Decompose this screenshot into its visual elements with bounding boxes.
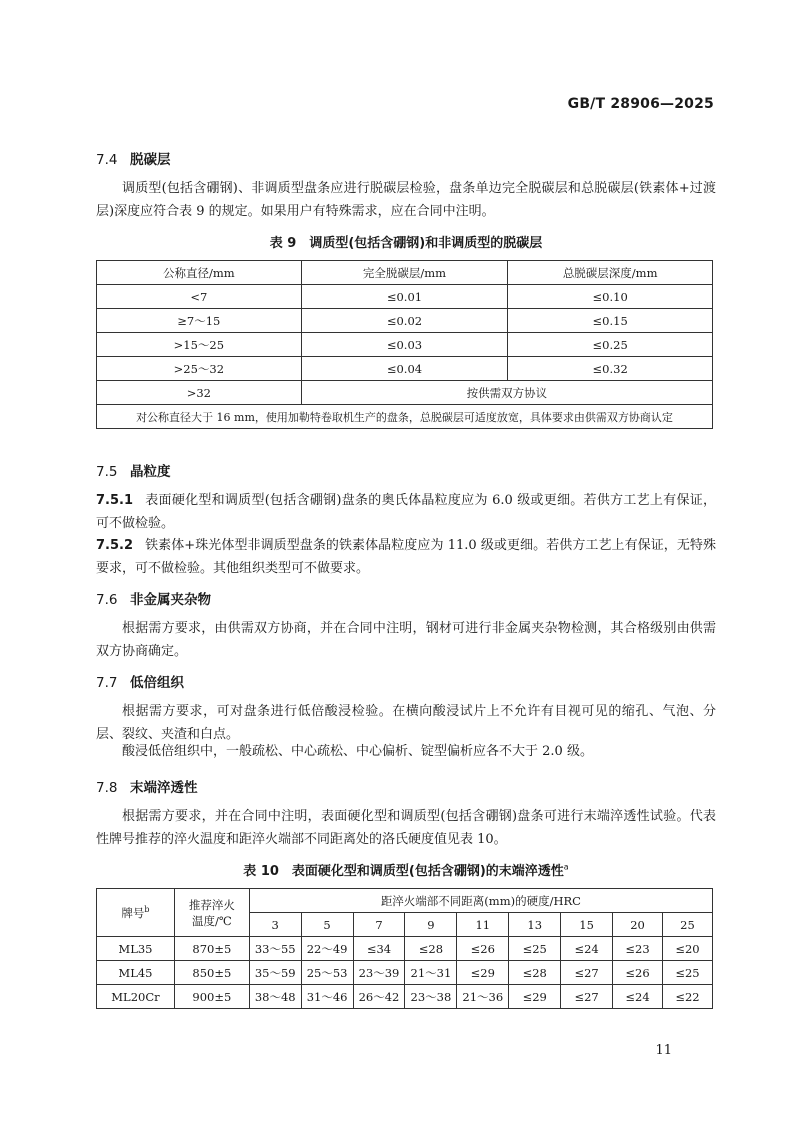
distance-cell: 20 — [613, 913, 663, 937]
hardness-cell: ≤29 — [509, 985, 561, 1009]
grade-cell: ML35 — [97, 937, 175, 961]
table-cell: ≤0.15 — [508, 309, 713, 333]
table-cell: >15～25 — [97, 333, 302, 357]
section-7-5-heading — [96, 460, 171, 480]
table-cell: ≤0.01 — [301, 285, 508, 309]
temperature-cell: 900±5 — [174, 985, 249, 1009]
hardness-cell: 31～46 — [301, 985, 353, 1009]
hardness-cell: 23～38 — [405, 985, 457, 1009]
clause-7-5-1 — [96, 489, 716, 535]
table-cell: ≤0.03 — [301, 333, 508, 357]
table-cell: ≥7～15 — [97, 309, 302, 333]
clause-text: 铁素体+珠光体型非调质型盘条的铁素体晶粒度应为 11.0 级或更细。若供方工艺上有保证，无特殊要求，可不做检验。其他组织类型可不做要求。 — [96, 538, 716, 576]
hardness-cell: 33～55 — [249, 937, 301, 961]
table-cell: ≤0.25 — [508, 333, 713, 357]
section-number: 7.8 — [96, 780, 118, 796]
temperature-header-line1: 推荐淬火 — [188, 897, 235, 912]
temperature-cell: 870±5 — [174, 937, 249, 961]
grade-header — [97, 889, 175, 937]
table-cell: ≤0.32 — [508, 357, 713, 381]
distance-cell: 7 — [353, 913, 405, 937]
distance-cell: 11 — [457, 913, 509, 937]
hardness-cell: 21～31 — [405, 961, 457, 985]
section-number: 7.5 — [96, 464, 118, 480]
standard-code: GB/T 28906—2025 — [567, 96, 714, 112]
distance-cell: 9 — [405, 913, 457, 937]
section-7-7-paragraph-2: 酸浸低倍组织中，一般疏松、中心疏松、中心偏析、锭型偏析应各不大于 2.0 级。 — [122, 744, 593, 759]
table-row — [97, 285, 713, 309]
clause-number: 7.5.2 — [96, 538, 134, 553]
section-title: 末端淬透性 — [130, 780, 198, 796]
clause-text: 表面硬化型和调质型(包括含硼钢)盘条的奥氏体晶粒度应为 6.0 级或更细。若供方工艺上有保证，可不做检验。 — [96, 493, 716, 531]
section-title: 非金属夹杂物 — [130, 592, 211, 608]
hardness-cell: ≤20 — [662, 937, 712, 961]
hardness-cell: ≤26 — [613, 961, 663, 985]
hardness-cell: ≤28 — [405, 937, 457, 961]
table-10-caption — [96, 860, 716, 879]
section-title: 脱碳层 — [130, 152, 171, 168]
table-row — [97, 333, 713, 357]
hardness-cell: 22～49 — [301, 937, 353, 961]
hardness-cell: ≤27 — [561, 961, 613, 985]
hardness-cell: ≤25 — [509, 937, 561, 961]
table-row — [97, 309, 713, 333]
header-cell: 总脱碳层深度/mm — [508, 261, 713, 285]
distance-cell: 5 — [301, 913, 353, 937]
section-7-7-paragraph-1: 根据需方要求，可对盘条进行低倍酸浸检验。在横向酸浸试片上不允许有目视可见的缩孔、气泡、分层、裂纹、夹渣和白点。 — [96, 704, 716, 742]
section-7-4-heading — [96, 148, 171, 168]
section-7-6-heading — [96, 588, 211, 608]
table-row — [97, 357, 713, 381]
clause-7-5-2 — [96, 534, 716, 580]
table-cell: >25～32 — [97, 357, 302, 381]
section-number: 7.6 — [96, 592, 118, 608]
section-title: 晶粒度 — [130, 464, 171, 480]
hardness-cell: ≤34 — [353, 937, 405, 961]
temperature-header-line2: 温度/℃ — [191, 913, 232, 928]
page-number: 11 — [655, 1043, 672, 1058]
table-header-row — [97, 261, 713, 285]
section-7-4-paragraph: 调质型(包括含硼钢)、非调质型盘条应进行脱碳层检验，盘条单边完全脱碳层和总脱碳层(铁素体+过渡层)深度应符合表 9 的规定。如果用户有特殊需求，应在合同中注明。 — [96, 181, 716, 219]
table-9 — [96, 260, 713, 429]
distance-cell: 13 — [509, 913, 561, 937]
section-7-8-heading — [96, 776, 198, 796]
hardness-cell: 23～39 — [353, 961, 405, 985]
table-cell: <7 — [97, 285, 302, 309]
table-row — [97, 381, 713, 405]
caption-text: 表 10 表面硬化型和调质型(包括含硼钢)的末端淬透性 — [243, 864, 564, 879]
section-number: 7.7 — [96, 675, 118, 691]
section-7-7-heading — [96, 671, 184, 691]
caption-footnote-marker: a — [563, 862, 569, 872]
section-title: 低倍组织 — [130, 675, 184, 691]
distance-cell: 15 — [561, 913, 613, 937]
hardness-cell: 25～53 — [301, 961, 353, 985]
hardness-cell: ≤23 — [613, 937, 663, 961]
section-7-8-paragraph: 根据需方要求，并在合同中注明，表面硬化型和调质型(包括含硼钢)盘条可进行末端淬透性试验。代表性牌号推荐的淬火温度和距淬火端部不同距离处的洛氏硬度值见表 10。 — [96, 809, 716, 847]
hardness-cell: 35～59 — [249, 961, 301, 985]
grade-cell: ML45 — [97, 961, 175, 985]
table-row — [97, 961, 713, 985]
table-header-row — [97, 889, 713, 913]
distance-cell: 3 — [249, 913, 301, 937]
grade-cell: ML20Cr — [97, 985, 175, 1009]
table-cell: >32 — [97, 381, 302, 405]
distance-header: 距淬火端部不同距离(mm)的硬度/HRC — [249, 889, 712, 913]
temperature-header — [174, 889, 249, 937]
table-cell: ≤0.04 — [301, 357, 508, 381]
table-note-row — [97, 405, 713, 429]
table-cell: ≤0.10 — [508, 285, 713, 309]
clause-number: 7.5.1 — [96, 493, 134, 508]
hardness-cell: ≤24 — [613, 985, 663, 1009]
header-cell: 公称直径/mm — [97, 261, 302, 285]
hardness-cell: ≤28 — [509, 961, 561, 985]
distance-cell: 25 — [662, 913, 712, 937]
table-note: 对公称直径大于 16 mm，使用加勒特卷取机生产的盘条，总脱碳层可适度放宽，具体要求由供需双方协商认定 — [97, 405, 713, 429]
hardness-cell: ≤27 — [561, 985, 613, 1009]
grade-header-text: 牌号 — [121, 905, 145, 920]
hardness-cell: ≤24 — [561, 937, 613, 961]
section-number: 7.4 — [96, 152, 118, 168]
hardness-cell: ≤22 — [662, 985, 712, 1009]
hardness-cell: ≤25 — [662, 961, 712, 985]
hardness-cell: 26～42 — [353, 985, 405, 1009]
table-row — [97, 985, 713, 1009]
hardness-cell: ≤26 — [457, 937, 509, 961]
header-cell: 完全脱碳层/mm — [301, 261, 508, 285]
table-9-caption: 表 9 调质型(包括含硼钢)和非调质型的脱碳层 — [269, 236, 543, 251]
table-cell-merged: 按供需双方协议 — [301, 381, 712, 405]
hardness-cell: 21～36 — [457, 985, 509, 1009]
hardness-cell: ≤29 — [457, 961, 509, 985]
table-10 — [96, 888, 713, 1009]
table-row — [97, 937, 713, 961]
temperature-cell: 850±5 — [174, 961, 249, 985]
hardness-cell: 38～48 — [249, 985, 301, 1009]
grade-footnote-marker: b — [144, 904, 150, 914]
table-cell: ≤0.02 — [301, 309, 508, 333]
section-7-6-paragraph: 根据需方要求，由供需双方协商，并在合同中注明，钢材可进行非金属夹杂物检测，其合格级别由供需双方协商确定。 — [96, 621, 716, 659]
